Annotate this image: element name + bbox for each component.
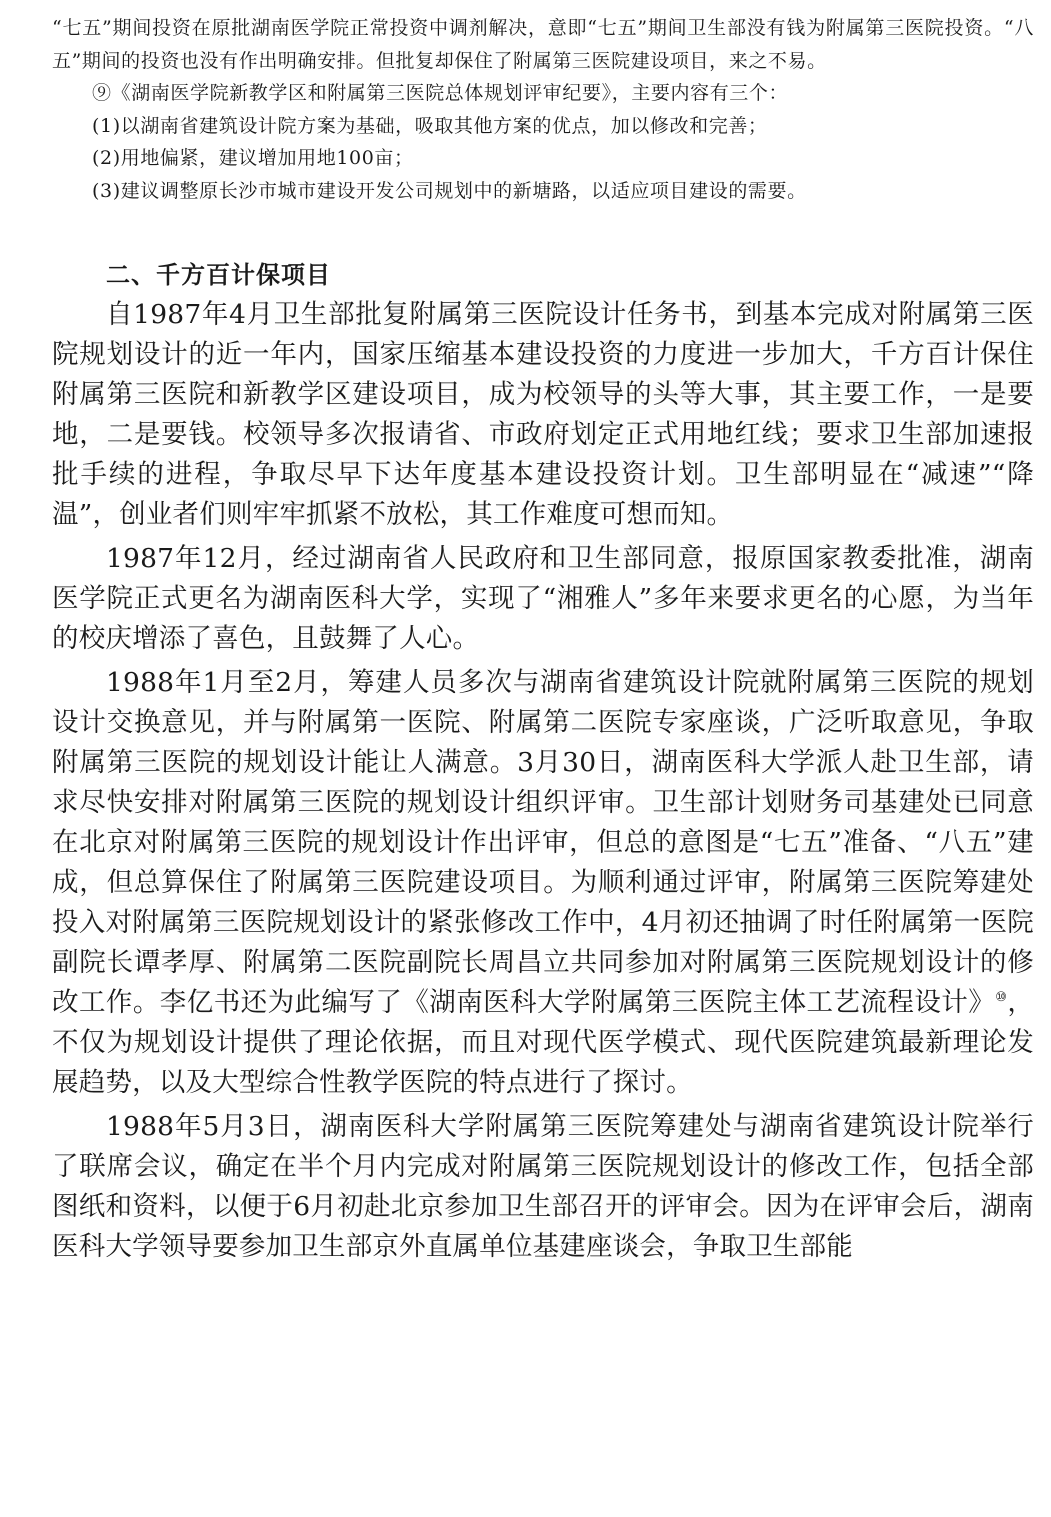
body-paragraph-1: 自1987年4月卫生部批复附属第三医院设计任务书，到基本完成对附属第三医院规划设计的近一年内，国家压缩基本建设投资的力度进一步加大，千方百计保住附属第三医院和新教学区建设项目，成为校领导的头等大事，其主要工作，一是要地，二是要钱。校领导多次报请省、市政府划定正式用地红线；要求卫生部加速报批手续的进程，争取尽早下达年度基本建设投资计划。卫生部明显在“减速”“降温”，创业者们则牢牢抓紧不放松，其工作难度可想而知。	[52, 299, 1034, 530]
footnote-9-marker: ⑨	[92, 82, 112, 104]
document-page	[52, 12, 1034, 1267]
body-paragraph-3-main: 1988年1月至2月，筹建人员多次与湖南省建筑设计院就附属第三医院的规划设计交换意见，并与附属第一医院、附属第二医院专家座谈，广泛听取意见，争取附属第三医院的规划设计能让人满意。3月30日，湖南医科大学派人赴卫生部，请求尽快安排对附属第三医院的规划设计组织评审。卫生部计划财务司基建处已同意在北京对附属第三医院的规划设计作出评审，但总的意图是“七五”准备、“八五”建成，但总算保住了附属第三医院建设项目。为顺利通过评审，附属第三医院筹建处投入对附属第三医院规划设计的紧张修改工作中，4月初还抽调了时任附属第一医院副院长谭孝厚、附属第二医院副院长周昌立共同参加对附属第三医院规划设计的修改工作。李亿书还为此编写了《湖南医科大学附属第三医院主体工艺流程设计》	[52, 667, 1034, 1018]
section-heading: 二、千方百计保项目	[106, 261, 331, 289]
footnote-reference-10[interactable]: ⑩	[995, 990, 1008, 1006]
footnote-9-item-3: (3)建议调整原长沙市城市建设开发公司规划中的新塘路，以适应项目建设的需要。	[92, 179, 807, 202]
body-paragraph-3	[52, 663, 1034, 1103]
footnote-carryover: “七五”期间投资在原批湖南医学院正常投资中调剂解决，意即“七五”期间卫生部没有钱为附属第三医院投资。“八五”期间的投资也没有作出明确安排。但批复却保住了附属第三医院建设项目，来之不易。	[52, 17, 1034, 72]
body-paragraph-2: 1987年12月，经过湖南省人民政府和卫生部同意，报原国家教委批准，湖南医学院正式更名为湖南医科大学，实现了“湘雅人”多年来要求更名的心愿，为当年的校庆增添了喜色，且鼓舞了人心。	[52, 543, 1034, 654]
footnote-9-item-1: (1)以湖南省建筑设计院方案为基础，吸取其他方案的优点，加以修改和完善；	[92, 114, 768, 137]
footnote-9-item-2: (2)用地偏紧，建议增加用地100亩；	[92, 147, 414, 169]
footnote-9-intro: 《湖南医学院新教学区和附属第三医院总体规划评审纪要》，主要内容有三个：	[111, 82, 789, 104]
body-paragraph-4: 1988年5月3日，湖南医科大学附属第三医院筹建处与湖南省建筑设计院举行了联席会议，确定在半个月内完成对附属第三医院规划设计的修改工作，包括全部图纸和资料，以便于6月初赴北京参加卫生部召开的评审会。因为在评审会后，湖南医科大学领导要参加卫生部京外直属单位基建座谈会，争取卫生部能	[52, 1111, 1034, 1262]
footnote-9	[52, 77, 1034, 110]
body-paragraph-3-tail: ，不仅为规划设计提供了理论依据，而且对现代医学模式、现代医院建筑最新理论发展趋势，以及大型综合性教学医院的特点进行了探讨。	[52, 987, 1035, 1098]
